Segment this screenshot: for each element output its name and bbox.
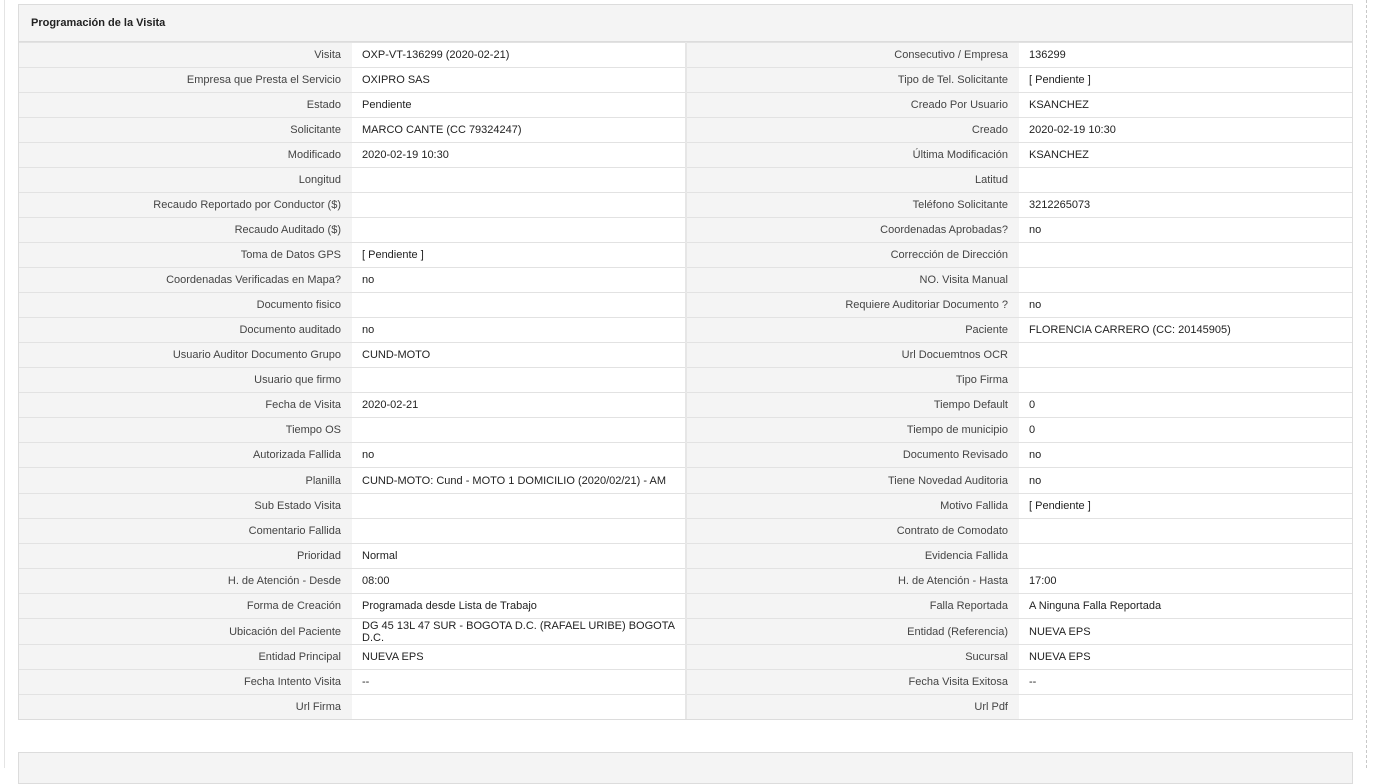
table-row [19, 93, 1352, 118]
label-forma-de-creacion: Forma de Creación [19, 594, 352, 619]
label-comentario-fallida: Comentario Fallida [19, 519, 352, 544]
table-row [19, 494, 1352, 519]
table-row [19, 343, 1352, 368]
label-creado-por-usuario: Creado Por Usuario [686, 93, 1019, 118]
value-fecha-de-visita: 2020-02-21 [352, 393, 686, 418]
label-recaudo-reportado-por-conductor: Recaudo Reportado por Conductor ($) [19, 193, 352, 218]
label-requiere-auditoriar-documento: Requiere Auditoriar Documento ? [686, 293, 1019, 318]
value-sucursal: NUEVA EPS [1019, 645, 1352, 670]
table-row [19, 268, 1352, 293]
value-ultima-modificacion: KSANCHEZ [1019, 143, 1352, 168]
value-tiempo-default: 0 [1019, 393, 1352, 418]
value-documento-revisado: no [1019, 443, 1352, 468]
value-modificado: 2020-02-19 10:30 [352, 143, 686, 168]
value-creado-por-usuario: KSANCHEZ [1019, 93, 1352, 118]
label-prioridad: Prioridad [19, 544, 352, 569]
table-row [19, 468, 1352, 494]
label-motivo-fallida: Motivo Fallida [686, 494, 1019, 519]
table-row [19, 695, 1352, 720]
label-solicitante: Solicitante [19, 118, 352, 143]
label-url-pdf: Url Pdf [686, 695, 1019, 720]
label-consecutivo-empresa: Consecutivo / Empresa [686, 43, 1019, 68]
table-row [19, 645, 1352, 670]
label-url-docuemtnos-ocr: Url Docuemtnos OCR [686, 343, 1019, 368]
table-row [19, 293, 1352, 318]
label-falla-reportada: Falla Reportada [686, 594, 1019, 619]
value-no-visita-manual [1019, 268, 1352, 293]
label-coordenadas-aprobadas: Coordenadas Aprobadas? [686, 218, 1019, 243]
value-documento-fisico [352, 293, 686, 318]
label-tiene-novedad-auditoria: Tiene Novedad Auditoria [686, 468, 1019, 494]
value-tiempo-de-municipio: 0 [1019, 418, 1352, 443]
value-tipo-de-tel-solicitante: [ Pendiente ] [1019, 68, 1352, 93]
value-visita: OXP-VT-136299 (2020-02-21) [352, 43, 686, 68]
label-contrato-de-comodato: Contrato de Comodato [686, 519, 1019, 544]
table-row [19, 594, 1352, 619]
visit-details-table [19, 42, 1352, 719]
value-tipo-firma [1019, 368, 1352, 393]
label-usuario-que-firmo: Usuario que firmo [19, 368, 352, 393]
label-evidencia-fallida: Evidencia Fallida [686, 544, 1019, 569]
label-creado: Creado [686, 118, 1019, 143]
value-url-docuemtnos-ocr [1019, 343, 1352, 368]
value-paciente: FLORENCIA CARRERO (CC: 20145905) [1019, 318, 1352, 343]
table-row [19, 143, 1352, 168]
label-empresa-que-presta-el-servicio: Empresa que Presta el Servicio [19, 68, 352, 93]
value-longitud [352, 168, 686, 193]
table-row [19, 544, 1352, 569]
label-tipo-firma: Tipo Firma [686, 368, 1019, 393]
value-correccion-de-direccion [1019, 243, 1352, 268]
label-h-de-atencion-desde: H. de Atención - Desde [19, 569, 352, 594]
value-contrato-de-comodato [1019, 519, 1352, 544]
label-tipo-de-tel-solicitante: Tipo de Tel. Solicitante [686, 68, 1019, 93]
table-row [19, 218, 1352, 243]
value-falla-reportada: A Ninguna Falla Reportada [1019, 594, 1352, 619]
label-fecha-visita-exitosa: Fecha Visita Exitosa [686, 670, 1019, 695]
label-tiempo-default: Tiempo Default [686, 393, 1019, 418]
label-url-firma: Url Firma [19, 695, 352, 720]
label-documento-auditado: Documento auditado [19, 318, 352, 343]
label-entidad-principal: Entidad Principal [19, 645, 352, 670]
value-evidencia-fallida [1019, 544, 1352, 569]
value-fecha-intento-visita: -- [352, 670, 686, 695]
label-usuario-auditor-documento-grupo: Usuario Auditor Documento Grupo [19, 343, 352, 368]
value-toma-de-datos-gps: [ Pendiente ] [352, 243, 686, 268]
label-toma-de-datos-gps: Toma de Datos GPS [19, 243, 352, 268]
label-h-de-atencion-hasta: H. de Atención - Hasta [686, 569, 1019, 594]
value-creado: 2020-02-19 10:30 [1019, 118, 1352, 143]
table-row [19, 68, 1352, 93]
value-coordenadas-aprobadas: no [1019, 218, 1352, 243]
label-documento-revisado: Documento Revisado [686, 443, 1019, 468]
label-ubicacion-del-paciente: Ubicación del Paciente [19, 619, 352, 645]
value-sub-estado-visita [352, 494, 686, 519]
value-usuario-auditor-documento-grupo: CUND-MOTO [352, 343, 686, 368]
table-row [19, 393, 1352, 418]
label-no-visita-manual: NO. Visita Manual [686, 268, 1019, 293]
label-tiempo-os: Tiempo OS [19, 418, 352, 443]
table-row [19, 368, 1352, 393]
frame-right-divider [1366, 0, 1367, 768]
table-row [19, 569, 1352, 594]
value-estado: Pendiente [352, 93, 686, 118]
label-telefono-solicitante: Teléfono Solicitante [686, 193, 1019, 218]
label-visita: Visita [19, 43, 352, 68]
label-fecha-intento-visita: Fecha Intento Visita [19, 670, 352, 695]
table-row [19, 619, 1352, 645]
value-entidad-principal: NUEVA EPS [352, 645, 686, 670]
value-latitud [1019, 168, 1352, 193]
panel-title: Programación de la Visita [19, 5, 1352, 42]
table-row [19, 243, 1352, 268]
value-comentario-fallida [352, 519, 686, 544]
value-entidad-referencia: NUEVA EPS [1019, 619, 1352, 645]
label-latitud: Latitud [686, 168, 1019, 193]
value-usuario-que-firmo [352, 368, 686, 393]
table-row [19, 670, 1352, 695]
table-row [19, 168, 1352, 193]
value-tiene-novedad-auditoria: no [1019, 468, 1352, 494]
value-h-de-atencion-hasta: 17:00 [1019, 569, 1352, 594]
label-longitud: Longitud [19, 168, 352, 193]
value-empresa-que-presta-el-servicio: OXIPRO SAS [352, 68, 686, 93]
label-recaudo-auditado: Recaudo Auditado ($) [19, 218, 352, 243]
value-h-de-atencion-desde: 08:00 [352, 569, 686, 594]
label-fecha-de-visita: Fecha de Visita [19, 393, 352, 418]
table-row [19, 118, 1352, 143]
value-telefono-solicitante: 3212265073 [1019, 193, 1352, 218]
label-correccion-de-direccion: Corrección de Dirección [686, 243, 1019, 268]
label-planilla: Planilla [19, 468, 352, 494]
table-row [19, 43, 1352, 68]
value-autorizada-fallida: no [352, 443, 686, 468]
table-row [19, 519, 1352, 544]
table-row [19, 418, 1352, 443]
label-sub-estado-visita: Sub Estado Visita [19, 494, 352, 519]
value-consecutivo-empresa: 136299 [1019, 43, 1352, 68]
table-row [19, 318, 1352, 343]
value-requiere-auditoriar-documento: no [1019, 293, 1352, 318]
label-sucursal: Sucursal [686, 645, 1019, 670]
label-paciente: Paciente [686, 318, 1019, 343]
table-row [19, 443, 1352, 468]
value-coordenadas-verificadas-en-mapa: no [352, 268, 686, 293]
label-estado: Estado [19, 93, 352, 118]
value-forma-de-creacion: Programada desde Lista de Trabajo [352, 594, 686, 619]
frame-left-border [4, 0, 5, 768]
value-documento-auditado: no [352, 318, 686, 343]
value-prioridad: Normal [352, 544, 686, 569]
label-modificado: Modificado [19, 143, 352, 168]
value-fecha-visita-exitosa: -- [1019, 670, 1352, 695]
label-tiempo-de-municipio: Tiempo de municipio [686, 418, 1019, 443]
label-ultima-modificacion: Última Modificación [686, 143, 1019, 168]
value-tiempo-os [352, 418, 686, 443]
label-documento-fisico: Documento fisico [19, 293, 352, 318]
label-coordenadas-verificadas-en-mapa: Coordenadas Verificadas en Mapa? [19, 268, 352, 293]
table-row [19, 193, 1352, 218]
value-url-pdf [1019, 695, 1352, 720]
value-motivo-fallida: [ Pendiente ] [1019, 494, 1352, 519]
value-solicitante: MARCO CANTE (CC 79324247) [352, 118, 686, 143]
value-ubicacion-del-paciente: DG 45 13L 47 SUR - BOGOTA D.C. (RAFAEL URIBE) BOGOTA D.C. [352, 619, 686, 645]
value-planilla: CUND-MOTO: Cund - MOTO 1 DOMICILIO (2020/02/21) - AM [352, 468, 686, 494]
label-autorizada-fallida: Autorizada Fallida [19, 443, 352, 468]
label-entidad-referencia: Entidad (Referencia) [686, 619, 1019, 645]
visit-schedule-panel [18, 4, 1353, 720]
value-recaudo-reportado-por-conductor [352, 193, 686, 218]
value-recaudo-auditado [352, 218, 686, 243]
next-panel [18, 752, 1353, 784]
value-url-firma [352, 695, 686, 720]
